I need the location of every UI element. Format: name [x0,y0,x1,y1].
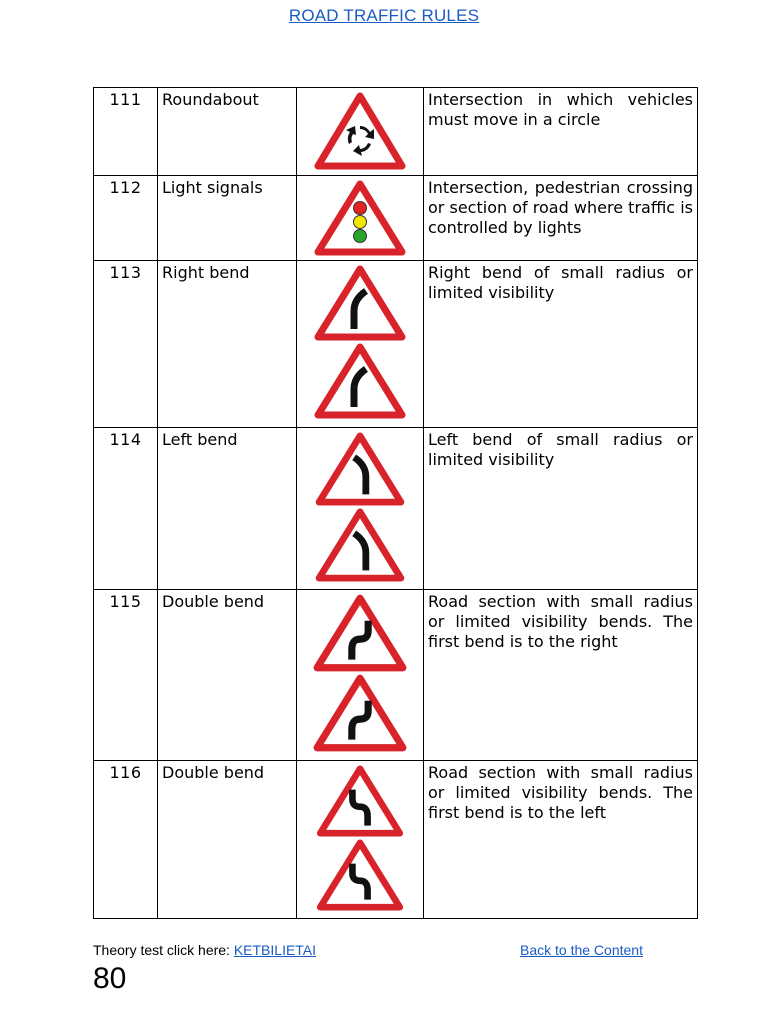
sign-name: Right bend [158,261,297,428]
sign-image-cell [297,590,424,761]
table-row [94,590,698,761]
sign-name: Left bend [158,428,297,590]
sign-name: Roundabout [158,88,297,176]
sign-description: Left bend of small radius or limited visibility [424,428,698,590]
table-row [94,261,698,428]
left-bend-icon [314,432,406,506]
sign-number: 114 [94,428,158,590]
sign-name: Double bend [158,590,297,761]
sign-number: 111 [94,88,158,176]
theory-test-text: Theory test click here: [93,942,234,958]
sign-number: 116 [94,761,158,919]
double-bend-left-icon [315,839,405,911]
sign-description: Intersection, pedestrian crossing or section of road where traffic is controlled by lights [424,176,698,261]
sign-image-cell [297,88,424,176]
ketbilietai-link[interactable]: KETBILIETAI [233,942,317,958]
sign-image-cell [297,261,424,428]
right-bend-icon [314,265,406,341]
back-to-content-link[interactable]: Back to the Content [520,942,643,958]
left-bend-icon [314,508,406,582]
table-row [94,176,698,261]
table-row [94,88,698,176]
sign-description: Intersection in which vehicles must move in a circle [424,88,698,176]
sign-description: Road section with small radius or limited visibility bends. The first bend is to the right [424,590,698,761]
double-bend-left-icon [315,765,405,837]
right-bend-icon [314,343,406,419]
table-row [94,428,698,590]
signs-table [93,87,698,919]
theory-test-note [93,942,316,958]
traffic-light-icon [314,180,406,256]
sign-number: 113 [94,261,158,428]
double-bend-right-icon [313,594,407,672]
sign-image-cell [297,761,424,919]
sign-description: Right bend of small radius or limited visibility [424,261,698,428]
double-bend-right-icon [313,674,407,752]
page-number: 80 [93,962,127,995]
sign-name: Light signals [158,176,297,261]
sign-image-cell [297,176,424,261]
sign-number: 115 [94,590,158,761]
table-row [94,761,698,919]
roundabout-icon [314,92,406,170]
sign-name: Double bend [158,761,297,919]
sign-number: 112 [94,176,158,261]
sign-description: Road section with small radius or limited visibility bends. The first bend is to the left [424,761,698,919]
page-title[interactable]: ROAD TRAFFIC RULES [288,6,480,25]
sign-image-cell [297,428,424,590]
